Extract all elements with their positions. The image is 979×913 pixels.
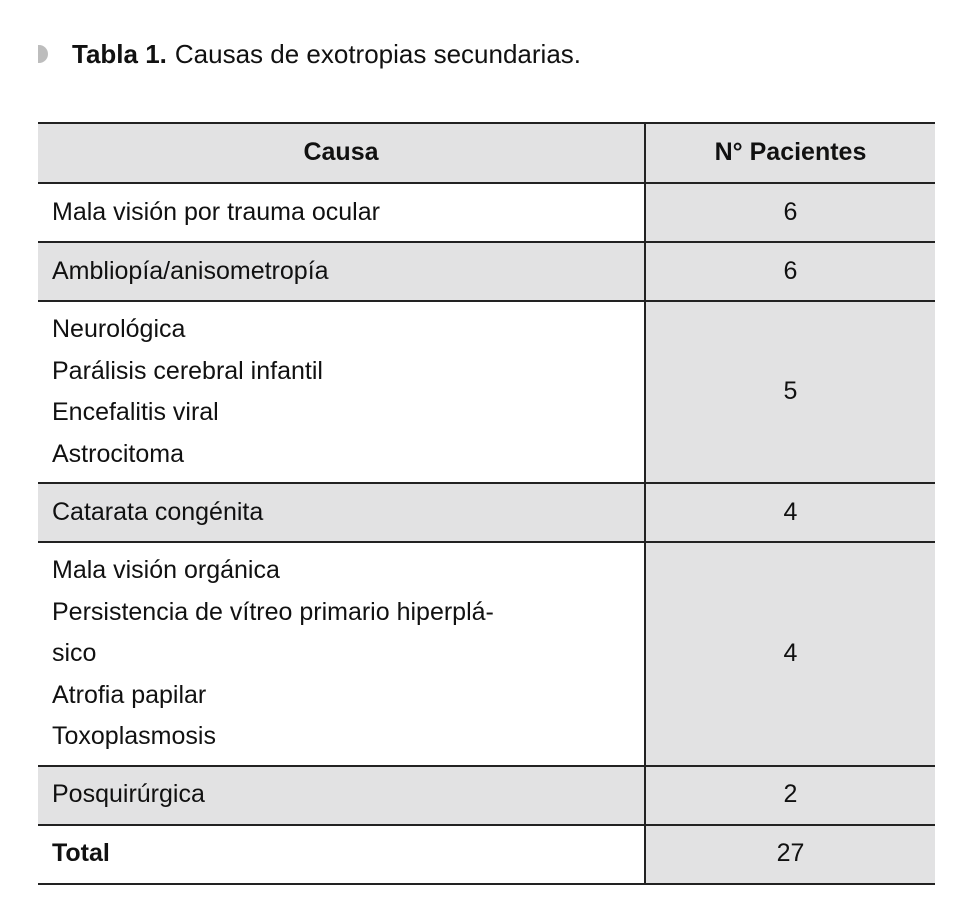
- cause-line: Astrocitoma: [52, 439, 184, 468]
- column-header-pacientes: N° Pacientes: [645, 123, 935, 183]
- cause-cell: [38, 483, 645, 542]
- column-header-causa: Causa: [38, 123, 645, 183]
- cause-line: Toxoplasmosis: [52, 722, 216, 750]
- table-header-row: [38, 123, 935, 183]
- count-cell: 4: [645, 483, 935, 542]
- count-cell: 5: [645, 301, 935, 483]
- cause-line: Encefalitis viral: [52, 398, 219, 426]
- cause-line: Neurológica: [52, 315, 186, 343]
- count-cell: 6: [645, 242, 935, 301]
- count-cell: 4: [645, 542, 935, 766]
- table-row: [38, 542, 935, 766]
- count-cell: 6: [645, 183, 935, 242]
- cause-line: Parálisis cerebral infantil: [52, 356, 323, 385]
- count-cell: 2: [645, 766, 935, 825]
- cause-line: Atrofia papilar: [52, 680, 207, 709]
- table-row: [38, 301, 935, 483]
- cause-line: Ambliopía/anisometropía: [52, 256, 329, 285]
- cause-cell: [38, 301, 645, 483]
- table-row: [38, 766, 935, 825]
- cause-line: sico: [52, 639, 97, 667]
- cause-line: Catarata congénita: [52, 497, 264, 526]
- cause-cell: [38, 766, 645, 825]
- table-row: [38, 183, 935, 242]
- caption-label: Tabla 1.: [72, 38, 167, 69]
- cause-line: Mala visión por trauma ocular: [52, 197, 380, 226]
- cause-cell: [38, 183, 645, 242]
- table-row: [38, 483, 935, 542]
- table-caption: [38, 34, 581, 74]
- total-row: [38, 825, 935, 884]
- bullet-marker-icon: [38, 45, 48, 63]
- cause-line: Posquirúrgica: [52, 780, 205, 809]
- table-row: [38, 242, 935, 301]
- cause-cell: [38, 542, 645, 766]
- causes-table: [38, 122, 935, 885]
- cause-line: Persistencia de vítreo primario hiperplá-: [52, 597, 494, 626]
- cause-cell: [38, 242, 645, 301]
- cause-line: Mala visión orgánica: [52, 556, 280, 584]
- total-count: 27: [645, 825, 935, 884]
- total-label: Total: [38, 825, 645, 884]
- caption-text: Causas de exotropias secundarias.: [174, 38, 582, 69]
